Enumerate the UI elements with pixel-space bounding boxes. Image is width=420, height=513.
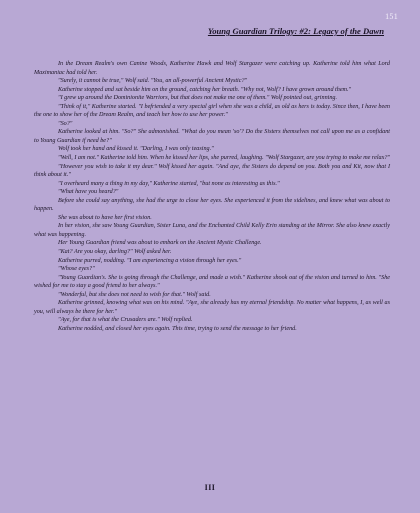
paragraph: "I overheard many a thing in my day," Katherine started, "but none as interesting as this." [58, 180, 280, 187]
paragraph: Wolf took her hand and kissed it. "Darling, I was only teasing." [58, 146, 214, 153]
paragraph: Katherine nodded, and closed her eyes again. This time, trying to send the message to her friend. [58, 325, 297, 332]
section-break-marker: III [204, 483, 216, 492]
paragraph: "Young Guardian's. She is going through the Challenge, and made a wish." Katherine shook out of the vision and turned to him. "She wished for me to stay a good friend to her always." [34, 274, 390, 290]
paragraph: "So?" [58, 120, 73, 127]
page-number: 151 [385, 12, 398, 21]
body-text [34, 60, 390, 334]
paragraph: "Surely, it cannot be true," Wolf said. "You, an all-powerful Ancient Mystic?" [58, 78, 248, 85]
paragraph: "However you wish to take it my dear." Wolf kissed her again. "And aye, the Sisters do depend on you. Both you and Kit, now that I think about it." [34, 163, 390, 179]
paragraph: "Whose eyes?" [58, 266, 95, 273]
paragraph: Her Young Guardian friend was about to embark on the Ancient Mystic Challenge. [58, 240, 262, 247]
paragraph: "What have you heard?" [58, 189, 119, 196]
paragraph: "Well, I am not." Katherine told him. When he kissed her lips, she purred, laughing. "Wolf Stargazer, are you trying to make me relax?" [58, 155, 390, 162]
paragraph: "Kat? Are you okay, darling?" Wolf asked her. [58, 249, 172, 256]
paragraph: She was about to have her first vision. [58, 214, 152, 221]
paragraph: Katherine purred, nodding. "I am experiencing a vision through her eyes." [58, 257, 242, 264]
paragraph: "Aye, for that is what the Crusaders are." Wolf replied. [58, 317, 193, 324]
paragraph: In her vision, she saw Young Guardian, Sister Luna, and the Enchanted Child Kelly Erin standing at the Mirror. She also knew exactly what was happening. [34, 223, 390, 238]
paragraph: Katherine grinned, knowing what was on his mind. "Aye, she already has my eternal friendship. No matter what happens, I, as well as you, will always be there for her." [34, 300, 390, 315]
paragraph: In the Dream Realm's own Canine Woods, Katherine Hawk and Wolf Stargazer were catching up. Katherine told him what Lord Maximaniac had told her. [34, 61, 390, 76]
paragraph: Katherine looked at him. "So?" She admonished. "What do you mean 'so'? Do the Sisters themselves not call upon me as a confidant to Young Guardian if need be?" [34, 129, 390, 144]
paragraph: "Think of it," Katherine started. "I befriended a very special girl when she was a child, as old as hers is today. Since then, I have been the one to show her of the Dream Realm, and teach her how to use her power." [34, 103, 390, 119]
paragraph: "I grew up around the Dominionite Warriors, but that does not make me one of them." Wolf pointed out, grinning. [58, 95, 338, 102]
paragraph: "Wonderful, but she does not need to wish for that." Wolf said. [58, 291, 211, 298]
running-header-title: Young Guardian Trilogy: #2: Legacy of the Dawn [207, 26, 384, 36]
paragraph: Katherine stopped and sat beside him on the ground, catching her breath. "Why not, Wolf? I have grown around them." [58, 86, 352, 93]
paragraph: Before she could say anything, she had the urge to close her eyes. She experienced it from the sidelines, and knew what was about to happen. [34, 197, 390, 213]
